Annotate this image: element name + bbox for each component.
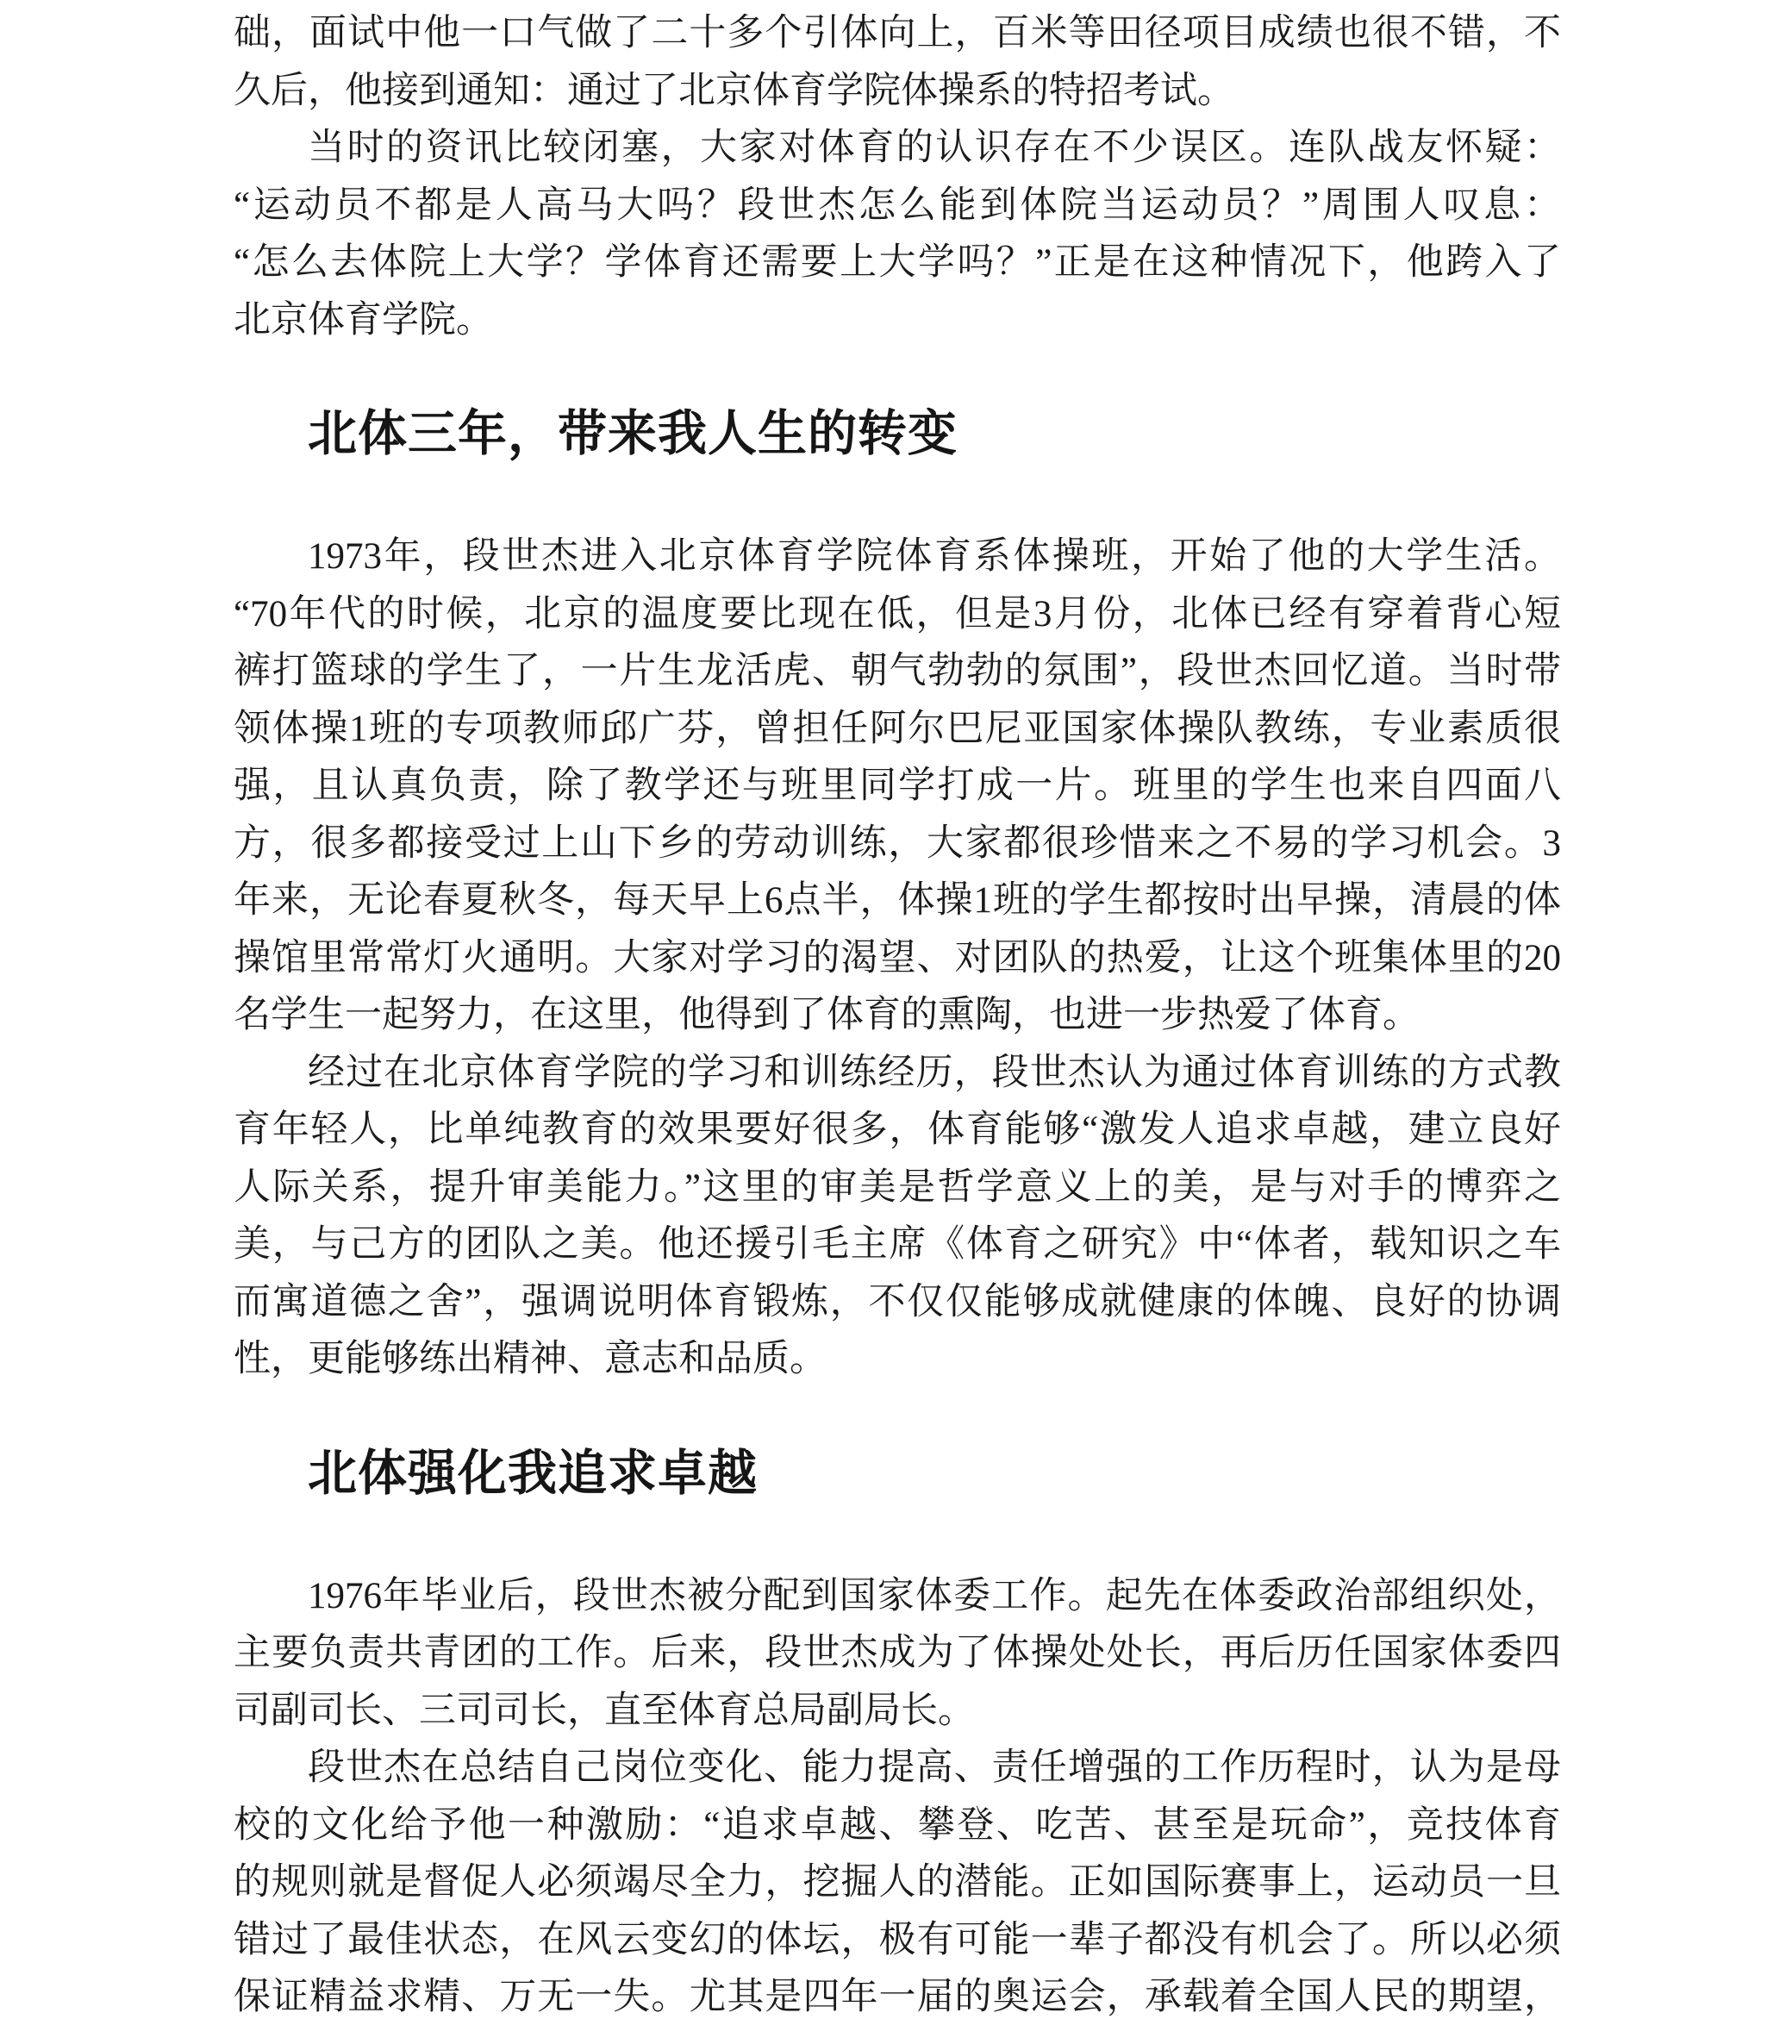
text-line: “运动员不都是人高马大吗？段世杰怎么能到体院当运动员？”周围人叹息： [234, 184, 1561, 226]
text-line: 错过了最佳状态，在风云变幻的体坛，极有可能一辈子都没有机会了。所以必须 [234, 1919, 1561, 1960]
text-line: 当时的资讯比较闭塞，大家对体育的认识存在不少误区。连队战友怀疑： [308, 128, 1561, 168]
text-line: 1976年毕业后，段世杰被分配到国家体委工作。起先在体委政治部组织处， [308, 1575, 1561, 1616]
text-line: 而寓道德之舍”，强调说明体育锻炼，不仅仅能够成就健康的体魄、良好的协调 [234, 1281, 1561, 1322]
text-line: 段世杰在总结自己岗位变化、能力提高、责任增强的工作历程时，认为是母 [308, 1747, 1561, 1788]
text-line: 1973年，段世杰进入北京体育学院体育系体操班，开始了他的大学生活。 [308, 536, 1561, 577]
text-line: “70年代的时候，北京的温度要比现在低，但是3月份，北体已经有穿着背心短 [234, 593, 1561, 634]
section-heading-1: 北体三年，带来我人生的转变 [308, 406, 958, 461]
text-line: 操馆里常常灯火通明。大家对学习的渴望、对团队的热爱，让这个班集体里的20 [234, 937, 1561, 978]
text-line: 主要负责共青团的工作。后来，段世杰成为了体操处处长，再后历任国家体委四 [234, 1633, 1561, 1673]
text-line: 北京体育学院。 [234, 299, 493, 341]
text-line: 久后，他接到通知：通过了北京体育学院体操系的特招考试。 [234, 70, 1234, 111]
text-line: 校的文化给予他一种激励：“追求卓越、攀登、吃苦、甚至是玩命”，竞技体育 [234, 1804, 1561, 1846]
text-line: 人际关系，提升审美能力。”这里的审美是哲学意义上的美，是与对手的博弈之 [234, 1166, 1561, 1208]
text-line: 美，与己方的团队之美。他还援引毛主席《体育之研究》中“体者，载知识之车 [234, 1224, 1561, 1265]
text-line: 性，更能够练出精神、意志和品质。 [234, 1339, 827, 1379]
text-line: 经过在北京体育学院的学习和训练经历，段世杰认为通过体育训练的方式教 [308, 1052, 1561, 1093]
text-line: 裤打篮球的学生了，一片生龙活虎、朝气勃勃的氛围”，段世杰回忆道。当时带 [234, 651, 1561, 691]
text-line: 强，且认真负责，除了教学还与班里同学打成一片。班里的学生也来自四面八 [234, 766, 1561, 806]
text-line: 年来，无论春夏秋冬，每天早上6点半，体操1班的学生都按时出早操，清晨的体 [234, 880, 1561, 921]
section-heading-2: 北体强化我追求卓越 [308, 1445, 758, 1501]
text-line: 保证精益求精、万无一失。尤其是四年一届的奥运会，承载着全国人民的期望， [234, 1977, 1561, 2017]
text-line: 名学生一起努力，在这里，他得到了体育的熏陶，也进一步热爱了体育。 [234, 995, 1420, 1035]
text-line: 的规则就是督促人必须竭尽全力，挖掘人的潜能。正如国际赛事上，运动员一旦 [234, 1862, 1561, 1903]
text-line: 础，面试中他一口气做了二十多个引体向上，百米等田径项目成绩也很不错，不 [234, 13, 1561, 53]
text-line: “怎么去体院上大学？学体育还需要上大学吗？”正是在这种情况下，他跨入了 [234, 242, 1561, 283]
text-line: 方，很多都接受过上山下乡的劳动训练，大家都很珍惜来之不易的学习机会。3 [234, 822, 1561, 864]
text-line: 育年轻人，比单纯教育的效果要好很多，体育能够“激发人追求卓越，建立良好 [234, 1110, 1561, 1150]
text-line: 司副司长、三司司长，直至体育总局副局长。 [234, 1690, 975, 1731]
text-line: 领体操1班的专项教师邱广芬，曾担任阿尔巴尼亚国家体操队教练，专业素质很 [234, 708, 1561, 749]
